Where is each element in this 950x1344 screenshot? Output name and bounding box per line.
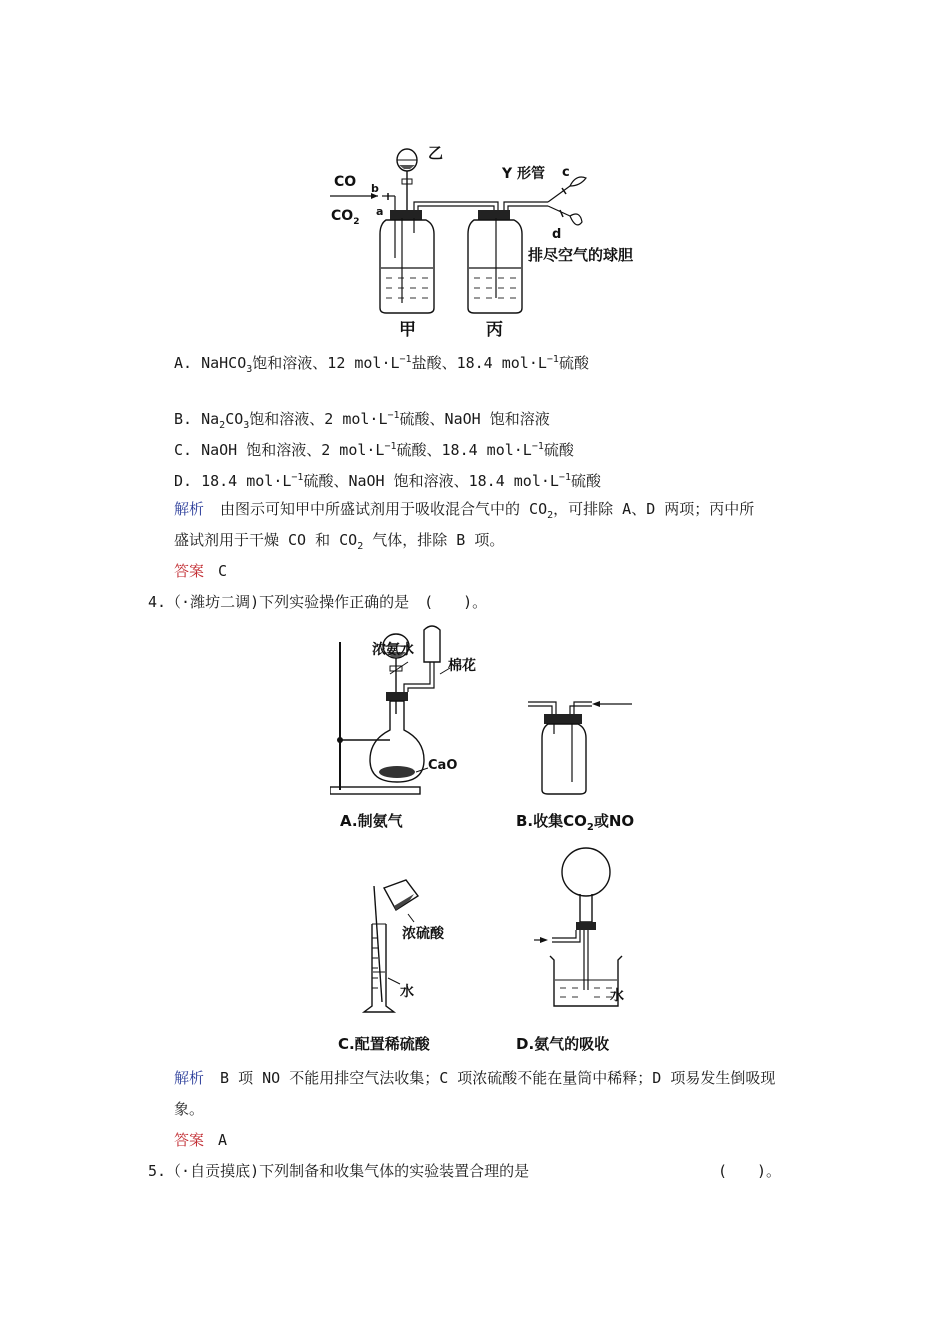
answer-value: C	[218, 562, 228, 580]
analysis-label: 解析	[174, 1069, 205, 1087]
q3-analysis-line-2: 盛试剂用于干燥 CO 和 $CO_2$ 气体，排除 B 项。	[174, 531, 505, 552]
label-d: d	[552, 227, 562, 242]
answer-value: A	[218, 1131, 228, 1149]
label-co: CO	[334, 174, 357, 190]
caption-b: B.收集$CO_2$或NO	[516, 812, 635, 833]
label-co2: $CO_2$	[331, 208, 360, 227]
q4-analysis-line-2: 象。	[174, 1100, 205, 1118]
label-y-tube: Y 形管	[502, 166, 546, 182]
option-d: D. 18.4 $mol\cdot L^{-1}$硫酸、NaOH 饱和溶液、18.4 $mol\cdot L^{-1}$硫酸	[174, 472, 601, 490]
caption-a: A.制氨气	[340, 812, 403, 830]
q5-stem: 5.（·自贡摸底)下列制备和收集气体的实验装置合理的是	[148, 1162, 530, 1180]
q3-analysis-line-1: 解析 由图示可知甲中所盛试剂用于吸收混合气中的 $CO_2$，可排除 A、D 两项；丙中所	[174, 500, 755, 521]
answer-label: 答案	[174, 1131, 205, 1149]
label-conc-sulfuric: 浓硫酸	[402, 926, 444, 942]
option-b: B. $Na_2CO_3$饱和溶液、2 $mol\cdot L^{-1}$硫酸、NaOH 饱和溶液	[174, 410, 550, 431]
q4-answer	[174, 1130, 227, 1150]
label-water-c: 水	[400, 984, 414, 1000]
q3-answer	[174, 561, 227, 581]
label-jia: 甲	[399, 320, 416, 340]
label-bing: 丙	[486, 320, 503, 340]
q5-answer-paren: ( )。	[718, 1162, 782, 1180]
label-water-d: 水	[610, 988, 624, 1004]
label-cao: CaO	[428, 758, 458, 773]
answer-label: 答案	[174, 562, 205, 580]
option-a: A. NaHCO$_3$饱和溶液、12 $mol\cdot L^{-1}$盐酸、18.4 $mol\cdot L^{-1}$硫酸	[174, 354, 589, 375]
label-yi: 乙	[428, 144, 444, 162]
apparatus-figure-2	[330, 622, 660, 1060]
option-c: C. NaOH 饱和溶液、2 $mol\cdot L^{-1}$硫酸、18.4 $mol\cdot L^{-1}$硫酸	[174, 441, 574, 459]
caption-c: C.配置稀硫酸	[338, 1035, 430, 1053]
caption-d: D.氨气的吸收	[516, 1035, 610, 1053]
analysis-label: 解析	[174, 500, 205, 518]
q4-stem: 4.（·潍坊二调)下列实验操作正确的是 ( )。	[148, 593, 488, 611]
label-b: b	[371, 182, 379, 195]
apparatus-figure-1	[320, 138, 660, 343]
q4-analysis-line-1: 解析 B 项 NO 不能用排空气法收集；C 项浓硫酸不能在量筒中稀释；D 项易发生倒吸现	[174, 1069, 776, 1087]
label-cotton: 棉花	[448, 658, 476, 674]
label-c: c	[562, 165, 570, 180]
label-a: a	[376, 205, 384, 218]
label-conc-ammonia: 浓氨水	[372, 642, 414, 658]
label-bladder: 排尽空气的球胆	[528, 246, 634, 264]
